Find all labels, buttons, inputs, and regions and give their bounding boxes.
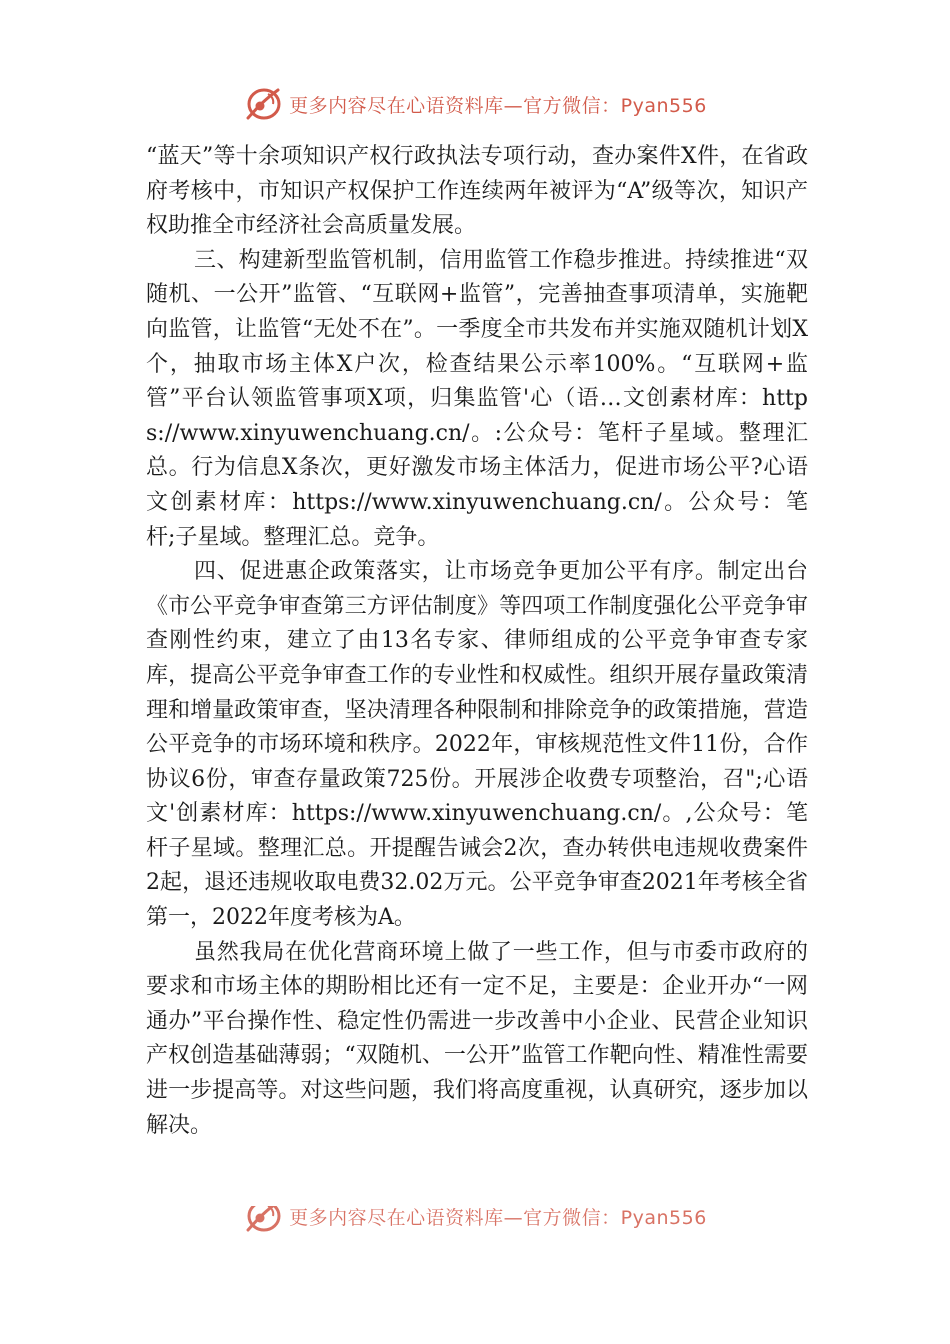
paragraph-section-4: 四、促进惠企政策落实，让市场竞争更加公平有序。制定出台《市公平竞争审查第三方评估制度》等四项工作制度强化公平竞争审查刚性约束，建立了由13名专家、律师组成的公平竞争审查专家库，提高公平竞争审查工作的专业性和权威性。组织开展存量政策清理和增量政策审查，坚决清理各种限制和排除竞争的政策措施，营造公平竞争的市场环境和秩序。2022年，审核规范性文件11份，合作协议6份，审查存量政策725份。开展涉企收费专项整治，召";心语文'创素材库：https://www.xinyuwenchuang.cn/。,公众号：笔杆子星域。整理汇总。开提醒告诫会2次，查办转供电违规收费案件2起，退还违规收取电费32.02万元。公平竞争审查2021年考核全省第一，2022年度考核为A。	[146, 559, 808, 931]
paragraph-section-3: 三、构建新型监管机制，信用监管工作稳步推进。持续推进“双随机、一公开”监管、“互联网+监管”，完善抽查事项清单，实施靶向监管，让监管“无处不在”。一季度全市共发布并实施双随机计划X个，抽取市场主体X户次，检查结果公示率100%。“互联网+监管”平台认领监管事项X项，归集监管'心（语…文创素材库：https://www.xinyuwenchuang.cn/。:公众号：笔杆子星域。整理汇总。行为信息X条次，更好激发市场主体活力，促进市场公平?心语文创素材库：https://www.xinyuwenchuang.cn/。公众号：笔杆;子星域。整理汇总。竞争。	[146, 247, 808, 550]
paragraph-summary: 虽然我局在优化营商环境上做了一些工作，但与市委市政府的要求和市场主体的期盼相比还有一定不足，主要是：企业开办“一网通办”平台操作性、稳定性仍需进一步改善中小企业、民营企业知识产权创造基础薄弱；“双随机、一公开”监管工作靶向性、精准性需要进一步提高等。对这些问题，我们将高度重视，认真研究，逐步加以解决。	[146, 939, 808, 1138]
header-watermark	[0, 84, 950, 124]
brush-swirl-logo-icon	[243, 1206, 283, 1235]
footer-watermark	[0, 1206, 950, 1242]
header-watermark-text: 更多内容尽在心语资料库—官方微信：Pyan556	[289, 94, 707, 117]
paragraph-continuation: “蓝天”等十余项知识产权行政执法专项行动，查办案件X件，在省政府考核中，市知识产权保护工作连续两年被评为“A”级等次，知识产权助推全市经济社会高质量发展。	[146, 144, 808, 239]
brush-swirl-logo-icon	[243, 85, 283, 123]
footer-watermark-text: 更多内容尽在心语资料库—官方微信：Pyan556	[289, 1206, 707, 1229]
document-body	[146, 140, 808, 1143]
